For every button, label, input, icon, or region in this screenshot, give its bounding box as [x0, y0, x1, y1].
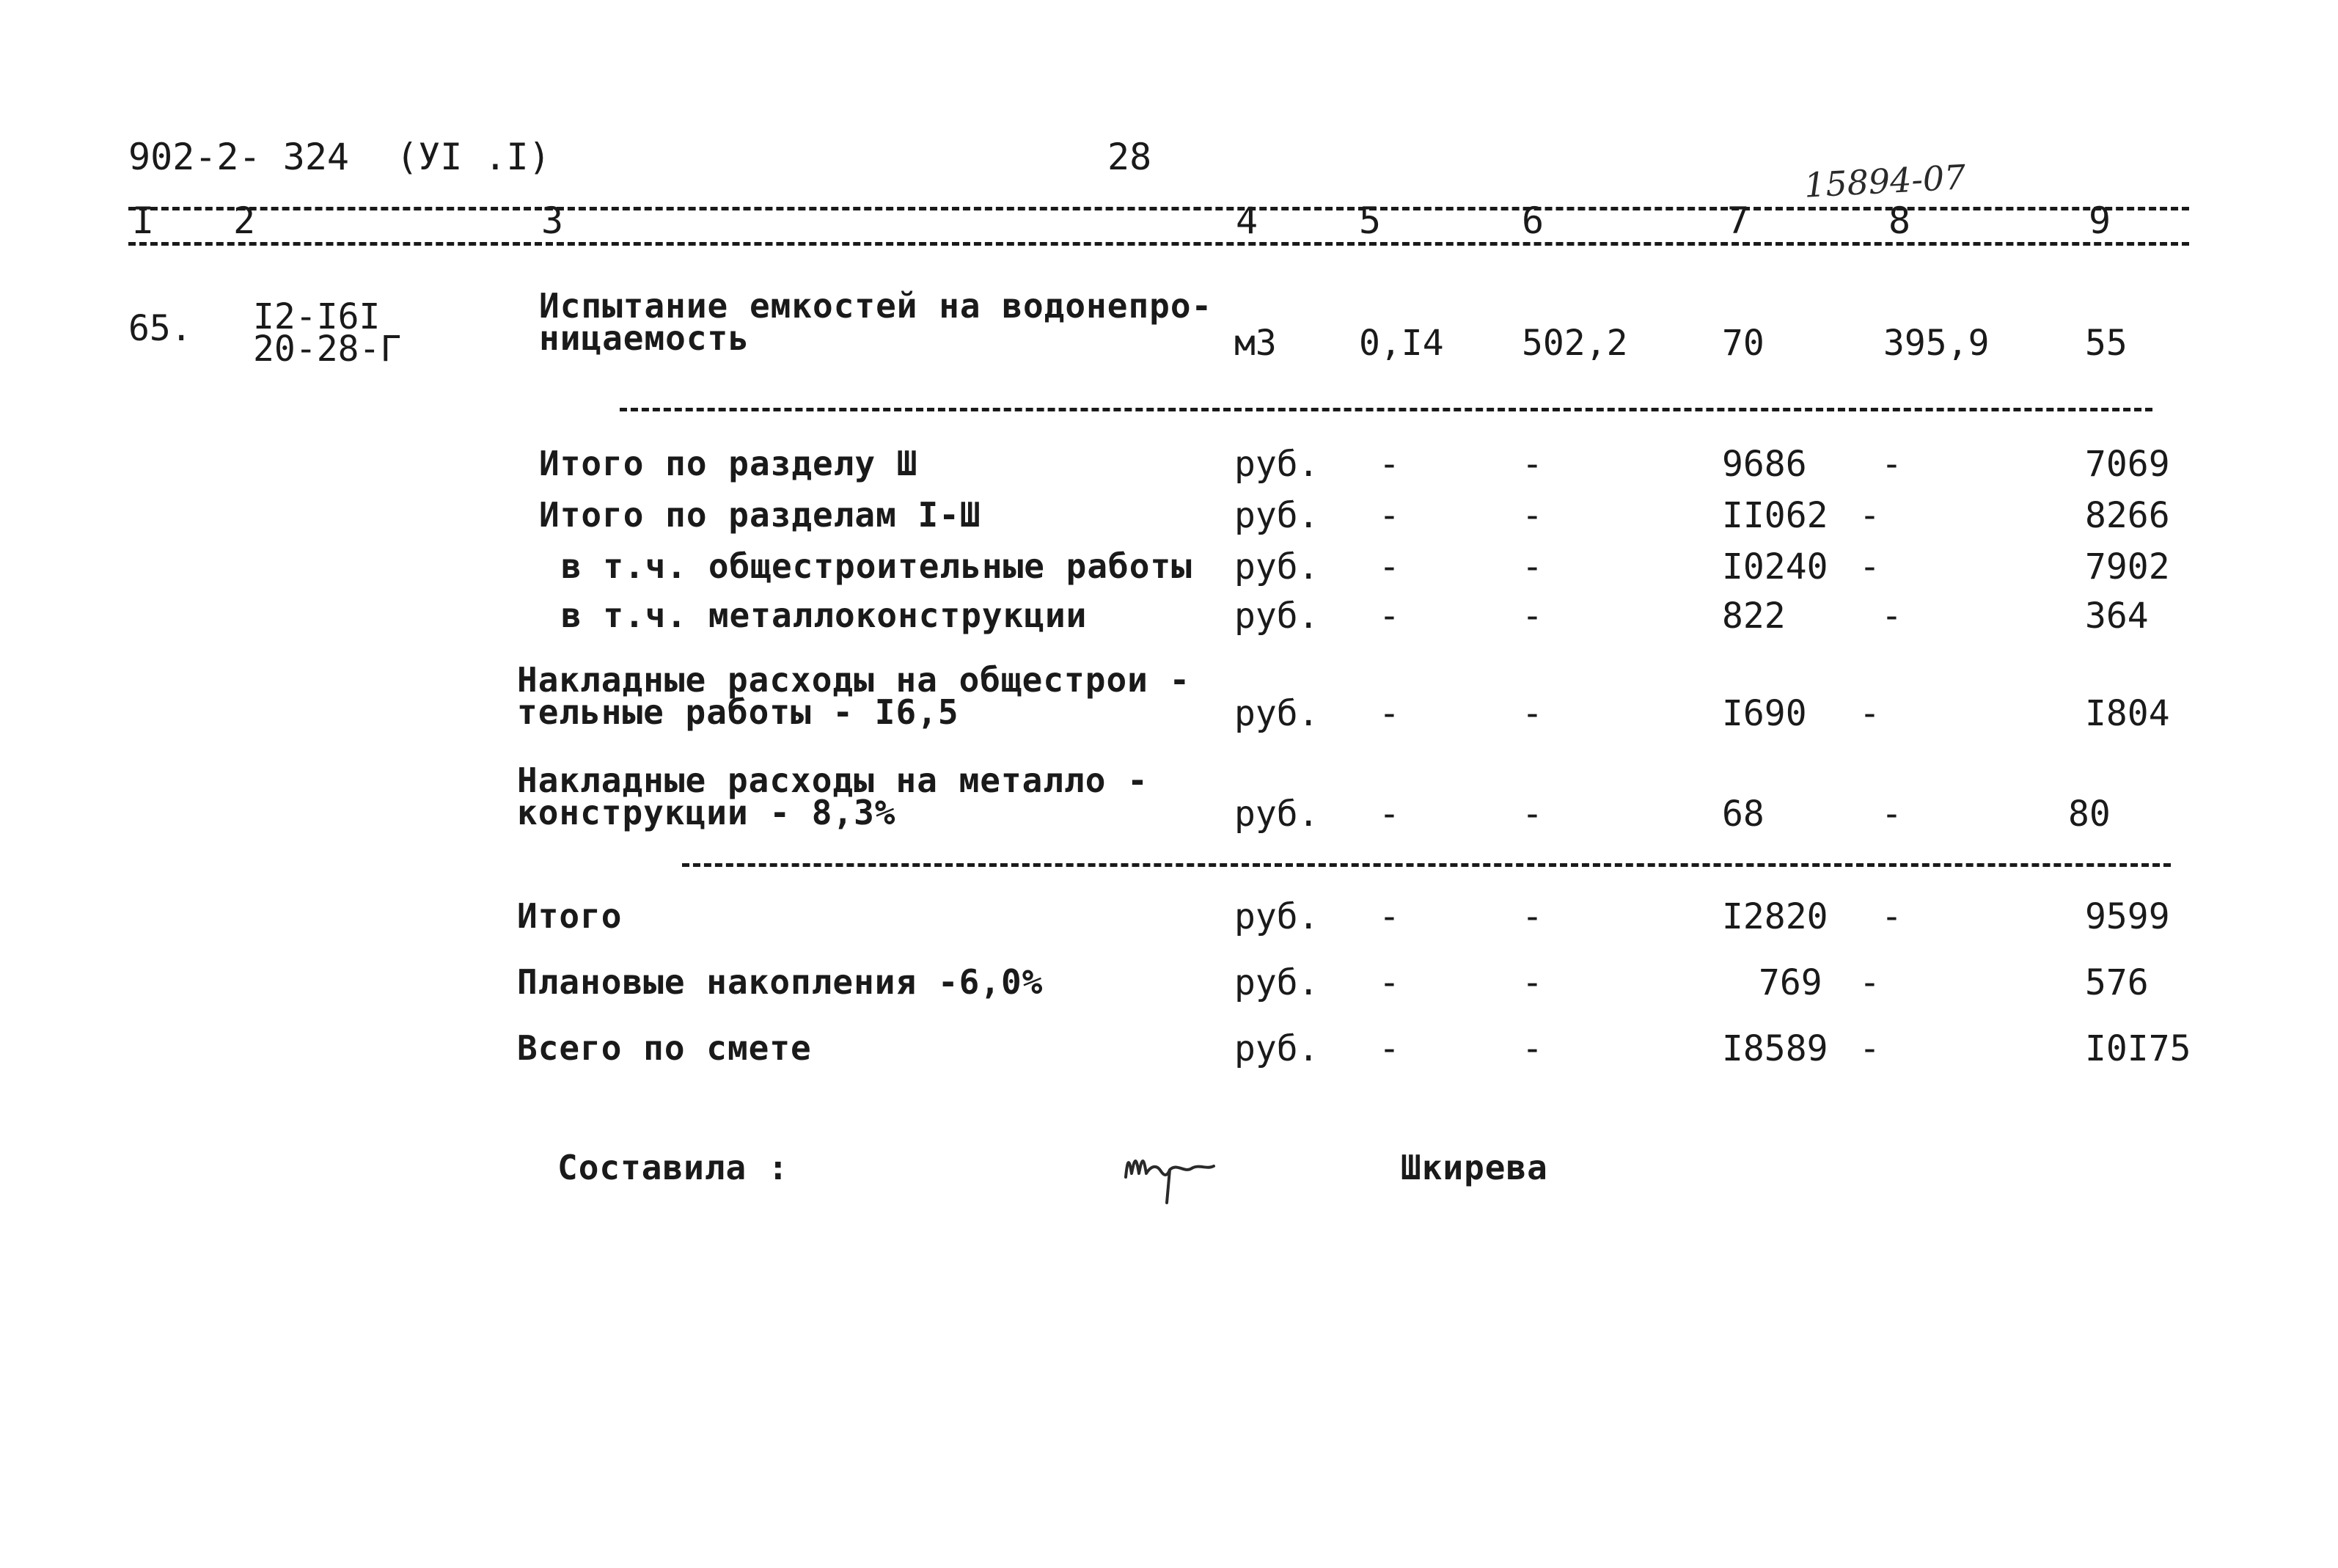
total-col6: - [1522, 962, 1543, 1003]
document-code: 902-2- 324 [128, 136, 350, 178]
summary-label: Итого по разделу Ш [539, 444, 918, 483]
column-number-1: I [132, 199, 155, 242]
item-code-line-2: 20-28-Г [253, 329, 402, 370]
summary-col7: I690 [1722, 693, 1807, 734]
summary-col8: - [1859, 546, 1880, 587]
item-col8: 395,9 [1883, 323, 1990, 364]
summary-col9: 7069 [2085, 444, 2170, 485]
column-number-4: 4 [1236, 199, 1258, 242]
total-col8: - [1859, 962, 1880, 1003]
summary-col6: - [1522, 794, 1543, 835]
total-unit: руб. [1234, 1028, 1319, 1069]
summary-col6: - [1522, 495, 1543, 536]
page-number: 28 [1107, 136, 1152, 178]
summary-col9: 364 [2085, 596, 2149, 637]
item-col7: 70 [1722, 323, 1765, 364]
summary-col7: II062 [1722, 495, 1828, 536]
total-unit: руб. [1234, 962, 1319, 1003]
summary-col6: - [1522, 444, 1543, 485]
summary-col8: - [1881, 794, 1902, 835]
total-col8: - [1881, 896, 1902, 937]
item-unit: м3 [1234, 323, 1277, 364]
compiled-by-label: Составила : [557, 1148, 789, 1187]
column-number-5: 5 [1359, 199, 1382, 242]
summary-unit: руб. [1234, 794, 1319, 835]
column-number-2: 2 [233, 199, 256, 242]
total-col7: 769 [1759, 962, 1822, 1003]
total-col9: 576 [2085, 962, 2149, 1003]
column-number-6: 6 [1522, 199, 1544, 242]
summary-col5: - [1379, 444, 1400, 485]
total-col5: - [1379, 962, 1400, 1003]
total-col9: 9599 [2085, 896, 2170, 937]
column-number-9: 9 [2089, 199, 2111, 242]
summary-unit: руб. [1234, 596, 1319, 637]
section-divider [620, 408, 2152, 411]
total-col7: I2820 [1722, 896, 1828, 937]
summary-col9: I804 [2085, 693, 2170, 734]
summary-col9: 80 [2068, 794, 2111, 835]
summary-col5: - [1379, 596, 1400, 637]
summary-col8: - [1859, 693, 1880, 734]
column-number-3: 3 [541, 199, 564, 242]
item-col9: 55 [2085, 323, 2128, 364]
column-header-top-rule [128, 207, 2189, 210]
summary-label: в т.ч. металлоконструкции [561, 596, 1088, 635]
item-description: Испытание емкостей на водонепро- ницаемость [539, 286, 1213, 358]
summary-col6: - [1522, 546, 1543, 587]
summary-col6: - [1522, 693, 1543, 734]
summary-col8: - [1881, 596, 1902, 637]
totals-divider [682, 863, 2171, 867]
column-number-7: 7 [1727, 199, 1750, 242]
total-unit: руб. [1234, 896, 1319, 937]
summary-col5: - [1379, 794, 1400, 835]
column-header-bottom-rule [128, 242, 2189, 246]
summary-col8: - [1881, 444, 1902, 485]
summary-label: Накладные расходы на общестрои - тельные работы - I6,5 [517, 660, 1191, 732]
summary-col9: 7902 [2085, 546, 2170, 587]
signature [1118, 1133, 1265, 1214]
total-col8: - [1859, 1028, 1880, 1069]
summary-col5: - [1379, 495, 1400, 536]
summary-unit: руб. [1234, 444, 1319, 485]
total-col6: - [1522, 1028, 1543, 1069]
item-code [253, 296, 402, 370]
summary-col7: 9686 [1722, 444, 1807, 485]
summary-label: Накладные расходы на металло - конструкции - 8,3% [517, 761, 1148, 832]
summary-col5: - [1379, 546, 1400, 587]
handwritten-reference: 15894-07 [1803, 157, 1967, 205]
total-col6: - [1522, 896, 1543, 937]
summary-unit: руб. [1234, 546, 1319, 587]
total-col9: I0I75 [2085, 1028, 2191, 1069]
compiler-name: Шкирева [1401, 1148, 1548, 1187]
column-number-8: 8 [1888, 199, 1911, 242]
document-volume: (УI .I) [396, 136, 551, 178]
summary-col7: 822 [1722, 596, 1786, 637]
total-col5: - [1379, 1028, 1400, 1069]
summary-col8: - [1859, 495, 1880, 536]
total-col5: - [1379, 896, 1400, 937]
summary-col7: 68 [1722, 794, 1765, 835]
item-col5: 0,I4 [1359, 323, 1444, 364]
summary-label: Итого по разделам I-Ш [539, 495, 981, 535]
summary-label: в т.ч. общестроительные работы [561, 546, 1192, 586]
summary-col6: - [1522, 596, 1543, 637]
total-label: Плановые накопления -6,0% [517, 962, 1044, 1002]
summary-col7: I0240 [1722, 546, 1828, 587]
item-number: 65. [128, 308, 192, 349]
total-col7: I8589 [1722, 1028, 1828, 1069]
summary-unit: руб. [1234, 495, 1319, 536]
total-label: Итого [517, 896, 623, 936]
summary-col9: 8266 [2085, 495, 2170, 536]
summary-col5: - [1379, 693, 1400, 734]
summary-unit: руб. [1234, 693, 1319, 734]
item-col6: 502,2 [1522, 323, 1628, 364]
total-label: Всего по смете [517, 1028, 812, 1068]
item-code-line-1: I2-I6I [253, 296, 381, 337]
